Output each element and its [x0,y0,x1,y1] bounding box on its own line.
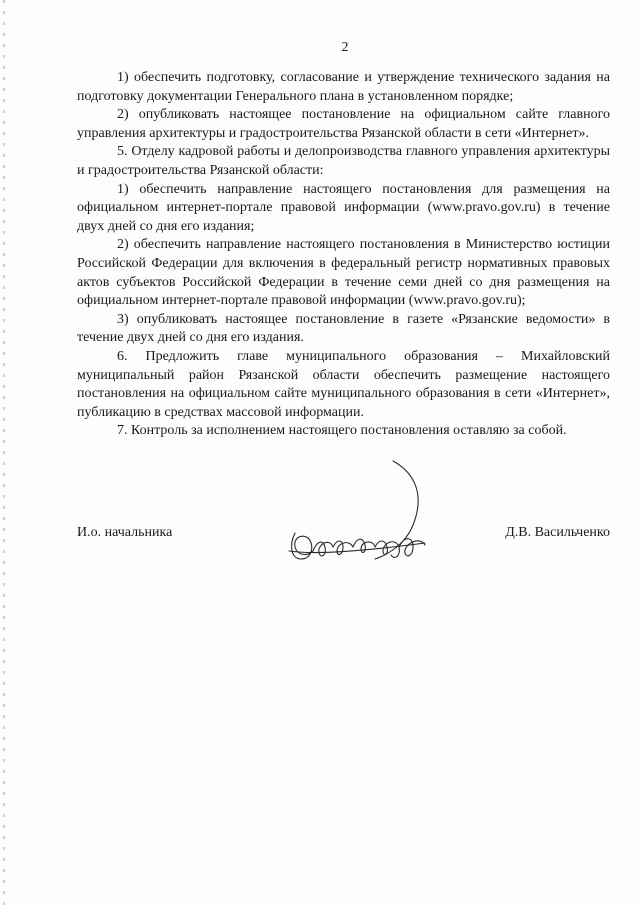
handwritten-signature [275,455,465,585]
paragraph-5-hr-department: 5. Отделу кадровой работы и делопроизводства главного управления архитектуры и градостроительства Рязанской области: [77,144,610,178]
signatory-position: И.о. начальника [77,525,173,540]
paragraph-item-1-approve-task: 1) обеспечить подготовку, согласование и утверждение технического задания на подготовку документации Генерального плана в установленном порядке; [77,70,610,104]
paragraph-5-2-ministry-of-justice: 2) обеспечить направление настоящего постановления в Министерство юстиции Российской Федерации для включения в федеральный регистр нормативных правовых актов субъектов Российской Федерации в течение семи дней со дня размещения на официальном интернет-портале правовой информации (www.pravo.gov.ru); [77,237,610,309]
paragraph-item-2-publish-site: 2) опубликовать настоящее постановление на официальном сайте главного управления архитектуры и градостроительства Рязанской области в сети «Интернет». [77,107,610,141]
decree-body [77,69,610,441]
signatory-name: Д.В. Васильченко [505,525,610,540]
paragraph-5-3-newspaper: 3) опубликовать настоящее постановление в газете «Рязанские ведомости» в течение двух дней со дня его издания. [77,311,610,346]
paragraph-7-control: 7. Контроль за исполнением настоящего постановления оставляю за собой. [117,423,567,439]
scan-edge-artifact [3,0,5,905]
paragraph-5-1-legal-portal: 1) обеспечить направление настоящего постановления для размещения на официальном интернет-портале правовой информации (www.pravo.gov.ru) в течение двух дней со дня его издания; [77,181,610,234]
paragraph-6-municipal-head: 6. Предложить главе муниципального образования – Михайловский муниципальный район Рязанской области обеспечить размещение настоящего постановления на официальном сайте муниципального образования в сети «Интернет», публикацию в средствах массовой информации. [77,348,610,420]
page-number: 2 [341,40,349,55]
